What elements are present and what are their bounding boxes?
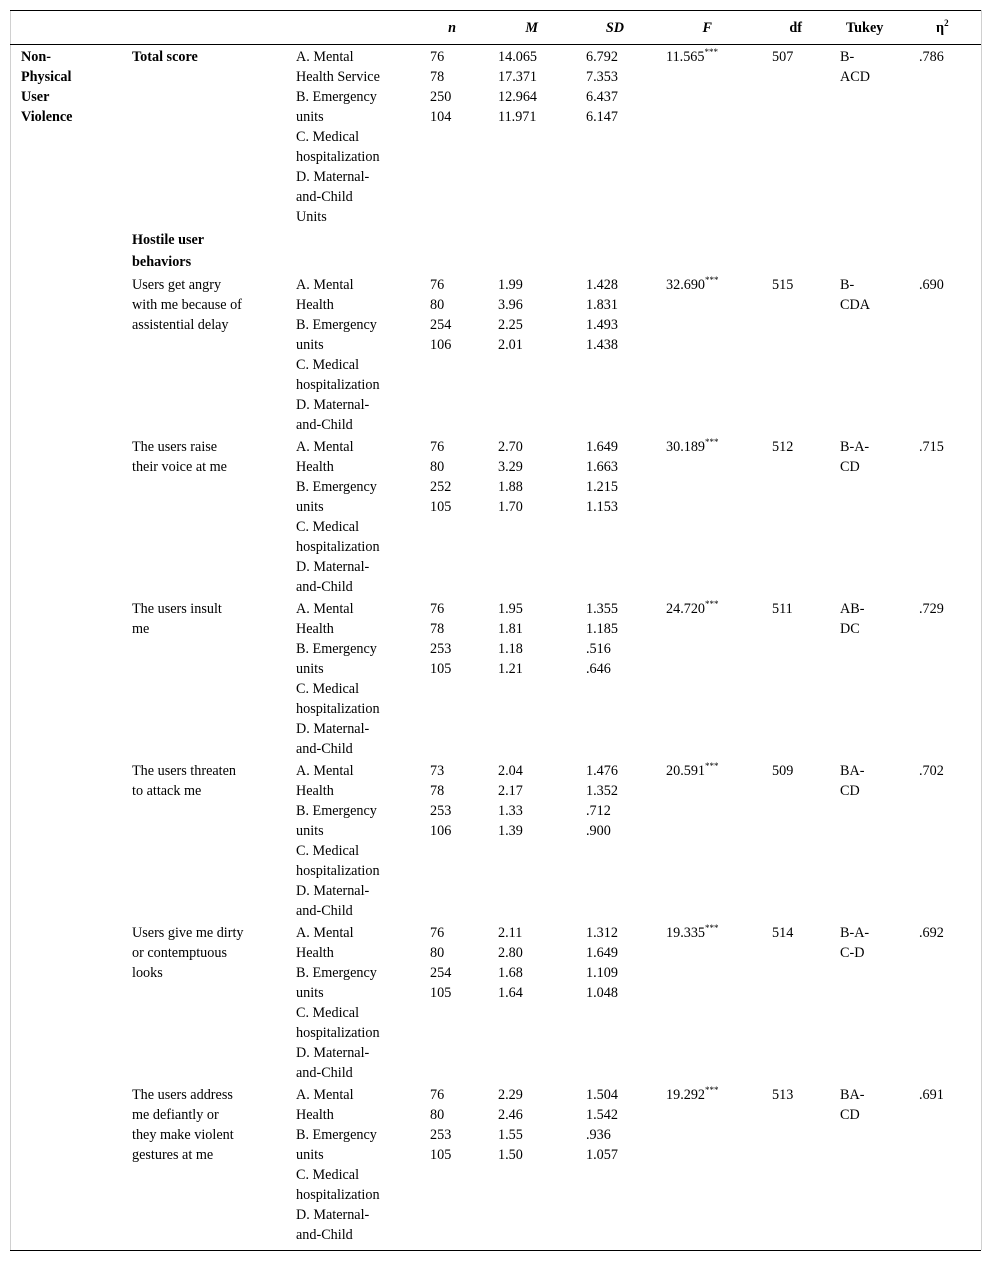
- item-label-line: The users address: [132, 1087, 233, 1103]
- n-values-line: 80: [430, 297, 445, 313]
- n-values-line: 105: [430, 1147, 452, 1163]
- df-value: 515: [772, 277, 794, 293]
- mean-values-line: 1.68: [498, 965, 523, 981]
- item-label-line: Users get angry: [132, 277, 222, 293]
- unit-list-line: and-Child: [296, 903, 353, 919]
- n-values-line: 250: [430, 89, 452, 105]
- unit-list-line: units: [296, 661, 324, 677]
- unit-list: [296, 47, 380, 227]
- sd-values-line: 1.312: [586, 925, 618, 941]
- header-rule: [10, 44, 981, 45]
- mean-values: [498, 275, 523, 355]
- eta-value: .715: [919, 439, 944, 455]
- unit-list-line: and-Child: [296, 189, 353, 205]
- tukey-value-line: BA-: [840, 1087, 865, 1103]
- unit-list: [296, 761, 380, 921]
- mean-values-line: 3.29: [498, 459, 523, 475]
- mean-values-line: 1.81: [498, 621, 523, 637]
- tukey-value-line: CD: [840, 459, 860, 475]
- mean-values-line: 1.50: [498, 1147, 523, 1163]
- sd-values-line: 1.493: [586, 317, 618, 333]
- item-label: [132, 599, 222, 639]
- sd-values-line: .516: [586, 641, 611, 657]
- header-eta: $\eta^2$: [936, 18, 949, 36]
- n-values-line: 76: [430, 601, 445, 617]
- n-values-line: 76: [430, 1087, 445, 1103]
- item-label-line: assistential delay: [132, 317, 229, 333]
- significance-marker: ***: [705, 599, 719, 609]
- sd-values-line: 1.153: [586, 499, 618, 515]
- mean-values-line: 14.065: [498, 49, 538, 65]
- f-value: 20.591***: [666, 761, 719, 779]
- item-label: [132, 47, 198, 67]
- tukey-value-line: AB-: [840, 601, 865, 617]
- sd-values-line: 7.353: [586, 69, 618, 85]
- unit-list-line: hospitalization: [296, 863, 380, 879]
- f-value: 19.292***: [666, 1085, 719, 1103]
- item-label-line: The users threaten: [132, 763, 236, 779]
- mean-values-line: 17.371: [498, 69, 538, 85]
- unit-list-line: hospitalization: [296, 1025, 380, 1041]
- unit-list-line: D. Maternal-: [296, 169, 370, 185]
- n-values-line: 253: [430, 803, 452, 819]
- mean-values: [498, 923, 523, 1003]
- sd-values-line: 1.352: [586, 783, 618, 799]
- n-values-line: 76: [430, 277, 445, 293]
- mean-values-line: 1.70: [498, 499, 523, 515]
- sd-values: [586, 599, 618, 679]
- unit-list-line: units: [296, 985, 324, 1001]
- unit-list-line: C. Medical: [296, 681, 360, 697]
- tukey-value-line: B-A-: [840, 439, 870, 455]
- mean-values: [498, 47, 537, 127]
- unit-list-line: Health: [296, 783, 334, 799]
- unit-list-line: A. Mental: [296, 49, 354, 65]
- header-tukey: Tukey: [846, 20, 884, 36]
- unit-list-line: B. Emergency: [296, 317, 377, 333]
- bottom-rule: [10, 1250, 981, 1251]
- header-m: M: [525, 20, 538, 36]
- unit-list-line: C. Medical: [296, 843, 360, 859]
- tukey-value-line: B-A-: [840, 925, 870, 941]
- unit-list: [296, 1085, 380, 1245]
- tukey-value-line: BA-: [840, 763, 865, 779]
- item-label-line: they make violent: [132, 1127, 234, 1143]
- sd-values-line: 6.792: [586, 49, 618, 65]
- significance-marker: ***: [705, 923, 719, 933]
- unit-list-line: and-Child: [296, 1065, 353, 1081]
- sd-values: [586, 761, 618, 841]
- n-values: [430, 437, 451, 517]
- unit-list-line: B. Emergency: [296, 965, 377, 981]
- n-values-line: 76: [430, 439, 445, 455]
- item-label-line: their voice at me: [132, 459, 227, 475]
- tukey-value-line: ACD: [840, 69, 870, 85]
- sd-values-line: 1.504: [586, 1087, 618, 1103]
- unit-list-line: hospitalization: [296, 377, 380, 393]
- mean-values-line: 2.25: [498, 317, 523, 333]
- unit-list-line: Health: [296, 459, 334, 475]
- group-label: Non- Physical User Violence: [21, 49, 73, 125]
- tukey-value-line: CD: [840, 1107, 860, 1123]
- unit-list-line: hospitalization: [296, 149, 380, 165]
- sd-values-line: 1.831: [586, 297, 618, 313]
- n-values-line: 253: [430, 641, 452, 657]
- unit-list-line: A. Mental: [296, 925, 354, 941]
- sd-values-line: 1.649: [586, 439, 618, 455]
- unit-list-line: C. Medical: [296, 519, 360, 535]
- unit-list-line: D. Maternal-: [296, 721, 370, 737]
- f-value: 32.690***: [666, 275, 719, 293]
- sd-values-line: 1.215: [586, 479, 618, 495]
- item-label-line: Users give me dirty: [132, 925, 244, 941]
- significance-marker: ***: [705, 275, 719, 285]
- eta-value: .702: [919, 763, 944, 779]
- n-values: [430, 1085, 451, 1165]
- unit-list-line: units: [296, 823, 324, 839]
- sd-values: [586, 275, 618, 355]
- sd-values-line: 1.048: [586, 985, 618, 1001]
- sd-values-line: 6.147: [586, 109, 618, 125]
- tukey-value-line: CD: [840, 783, 860, 799]
- tukey-value-line: C-D: [840, 945, 865, 961]
- unit-list-line: B. Emergency: [296, 1127, 377, 1143]
- item-label: [132, 275, 242, 335]
- unit-list-line: B. Emergency: [296, 803, 377, 819]
- sd-values-line: .712: [586, 803, 611, 819]
- significance-marker: ***: [705, 437, 719, 447]
- n-values: [430, 47, 451, 127]
- mean-values-line: 3.96: [498, 297, 523, 313]
- mean-values-line: 2.11: [498, 925, 523, 941]
- sd-values: [586, 47, 618, 127]
- tukey-value: [840, 275, 870, 315]
- mean-values-line: 2.80: [498, 945, 523, 961]
- unit-list-line: C. Medical: [296, 1167, 360, 1183]
- n-values-line: 80: [430, 459, 445, 475]
- mean-values-line: 2.29: [498, 1087, 523, 1103]
- sd-values-line: .936: [586, 1127, 611, 1143]
- unit-list-line: units: [296, 337, 324, 353]
- unit-list-line: A. Mental: [296, 439, 354, 455]
- unit-list-line: D. Maternal-: [296, 397, 370, 413]
- unit-list-line: units: [296, 499, 324, 515]
- unit-list-line: D. Maternal-: [296, 1045, 370, 1061]
- sd-values-line: 1.649: [586, 945, 618, 961]
- n-values-line: 105: [430, 985, 452, 1001]
- eta-value: .786: [919, 49, 944, 65]
- n-values-line: 78: [430, 783, 445, 799]
- item-label-line: with me because of: [132, 297, 242, 313]
- unit-list: [296, 923, 380, 1083]
- n-values-line: 252: [430, 479, 452, 495]
- significance-marker: ***: [704, 47, 718, 57]
- top-rule: [10, 10, 981, 11]
- item-label-line: looks: [132, 965, 163, 981]
- n-values-line: 78: [430, 621, 445, 637]
- n-values-line: 73: [430, 763, 445, 779]
- unit-list: [296, 599, 380, 759]
- unit-list-line: D. Maternal-: [296, 1207, 370, 1223]
- n-values-line: 80: [430, 1107, 445, 1123]
- df-value: 512: [772, 439, 794, 455]
- n-values: [430, 599, 451, 679]
- eta-value: .691: [919, 1087, 944, 1103]
- tukey-value: [840, 1085, 864, 1125]
- tukey-value: [840, 437, 869, 477]
- df-value: 514: [772, 925, 794, 941]
- unit-list-line: Health: [296, 1107, 334, 1123]
- unit-list-line: A. Mental: [296, 1087, 354, 1103]
- sd-values-line: 1.428: [586, 277, 618, 293]
- tukey-value: [840, 923, 869, 963]
- mean-values-line: 2.17: [498, 783, 523, 799]
- eta-value: .729: [919, 601, 944, 617]
- mean-values-line: 1.21: [498, 661, 523, 677]
- sd-values: [586, 437, 618, 517]
- mean-values-line: 1.39: [498, 823, 523, 839]
- unit-list-line: D. Maternal-: [296, 559, 370, 575]
- mean-values-line: 11.971: [498, 109, 537, 125]
- item-label-line: me defiantly or: [132, 1107, 219, 1123]
- sd-values-line: 1.438: [586, 337, 618, 353]
- mean-values-line: 1.18: [498, 641, 523, 657]
- item-label: [132, 761, 236, 801]
- n-values-line: 105: [430, 499, 452, 515]
- header-sd: SD: [605, 20, 624, 36]
- item-label-line: or contemptuous: [132, 945, 227, 961]
- mean-values: [498, 1085, 523, 1165]
- item-label-line: The users raise: [132, 439, 218, 455]
- n-values-line: 76: [430, 49, 445, 65]
- unit-list-line: B. Emergency: [296, 641, 377, 657]
- item-label-line: The users insult: [132, 601, 222, 617]
- unit-list-line: A. Mental: [296, 277, 354, 293]
- unit-list-line: D. Maternal-: [296, 883, 370, 899]
- section-label: Hostile user behaviors: [132, 232, 205, 270]
- header-f: F: [702, 20, 712, 36]
- header-df: df: [789, 20, 802, 36]
- unit-list-line: B. Emergency: [296, 479, 377, 495]
- tukey-value: [840, 761, 864, 801]
- n-values-line: 105: [430, 661, 452, 677]
- n-values-line: 78: [430, 69, 445, 85]
- tukey-value: [840, 599, 864, 639]
- unit-list-line: units: [296, 1147, 324, 1163]
- n-values-line: 104: [430, 109, 452, 125]
- f-value: 30.189***: [666, 437, 719, 455]
- sd-values-line: .900: [586, 823, 611, 839]
- f-value: 19.335***: [666, 923, 719, 941]
- f-value: 11.565***: [666, 47, 718, 65]
- sd-values: [586, 1085, 618, 1165]
- n-values: [430, 275, 451, 355]
- unit-list-line: C. Medical: [296, 1005, 360, 1021]
- mean-values-line: 2.70: [498, 439, 523, 455]
- sd-values-line: 1.476: [586, 763, 618, 779]
- item-label-line: to attack me: [132, 783, 202, 799]
- mean-values-line: 2.04: [498, 763, 523, 779]
- unit-list-line: hospitalization: [296, 1187, 380, 1203]
- n-values: [430, 923, 451, 1003]
- unit-list: [296, 437, 380, 597]
- unit-list-line: Health: [296, 621, 334, 637]
- unit-list-line: A. Mental: [296, 763, 354, 779]
- sd-values-line: 6.437: [586, 89, 618, 105]
- mean-values-line: 1.99: [498, 277, 523, 293]
- mean-values-line: 1.33: [498, 803, 523, 819]
- eta-value: .692: [919, 925, 944, 941]
- unit-list-line: and-Child: [296, 579, 353, 595]
- n-values-line: 76: [430, 925, 445, 941]
- df-value: 513: [772, 1087, 794, 1103]
- item-label-line: gestures at me: [132, 1147, 214, 1163]
- unit-list-line: and-Child: [296, 417, 353, 433]
- n-values-line: 254: [430, 965, 452, 981]
- df-value: 509: [772, 763, 794, 779]
- unit-list-line: Health: [296, 945, 334, 961]
- unit-list-line: and-Child: [296, 741, 353, 757]
- significance-marker: ***: [705, 761, 719, 771]
- mean-values: [498, 437, 523, 517]
- header-n: n: [448, 20, 456, 36]
- tukey-value-line: B-: [840, 49, 855, 65]
- sd-values-line: .646: [586, 661, 611, 677]
- unit-list-line: hospitalization: [296, 539, 380, 555]
- mean-values-line: 2.01: [498, 337, 523, 353]
- unit-list-line: B. Emergency: [296, 89, 377, 105]
- mean-values-line: 1.88: [498, 479, 523, 495]
- sd-values-line: 1.109: [586, 965, 618, 981]
- eta-value: .690: [919, 277, 944, 293]
- unit-list-line: Health: [296, 297, 334, 313]
- mean-values-line: 12.964: [498, 89, 538, 105]
- significance-marker: ***: [705, 1085, 719, 1095]
- n-values-line: 106: [430, 823, 452, 839]
- item-label: [132, 437, 227, 477]
- f-value: 24.720***: [666, 599, 719, 617]
- unit-list-line: units: [296, 109, 324, 125]
- item-label-line: me: [132, 621, 150, 637]
- df-value: 511: [772, 601, 793, 617]
- sd-values-line: 1.542: [586, 1107, 618, 1123]
- mean-values-line: 2.46: [498, 1107, 523, 1123]
- n-values: [430, 761, 451, 841]
- df-value: 507: [772, 49, 794, 65]
- n-values-line: 254: [430, 317, 452, 333]
- item-label: [132, 1085, 234, 1165]
- tukey-value-line: CDA: [840, 297, 870, 313]
- mean-values-line: 1.95: [498, 601, 523, 617]
- item-label: [132, 923, 244, 983]
- n-values-line: 253: [430, 1127, 452, 1143]
- unit-list: [296, 275, 380, 435]
- unit-list-line: and-Child: [296, 1227, 353, 1243]
- tukey-value-line: B-: [840, 277, 855, 293]
- tukey-value-line: DC: [840, 621, 860, 637]
- mean-values-line: 1.55: [498, 1127, 523, 1143]
- unit-list-line: A. Mental: [296, 601, 354, 617]
- sd-values: [586, 923, 618, 1003]
- mean-values: [498, 599, 523, 679]
- n-values-line: 80: [430, 945, 445, 961]
- unit-list-line: Health Service: [296, 69, 380, 85]
- unit-list-line: Units: [296, 209, 327, 225]
- sd-values-line: 1.355: [586, 601, 618, 617]
- sd-values-line: 1.057: [586, 1147, 618, 1163]
- sd-values-line: 1.185: [586, 621, 618, 637]
- item-label-line: Total score: [132, 49, 198, 65]
- mean-values-line: 1.64: [498, 985, 523, 1001]
- unit-list-line: C. Medical: [296, 129, 360, 145]
- sd-values-line: 1.663: [586, 459, 618, 475]
- mean-values: [498, 761, 523, 841]
- tukey-value: [840, 47, 870, 87]
- n-values-line: 106: [430, 337, 452, 353]
- unit-list-line: hospitalization: [296, 701, 380, 717]
- unit-list-line: C. Medical: [296, 357, 360, 373]
